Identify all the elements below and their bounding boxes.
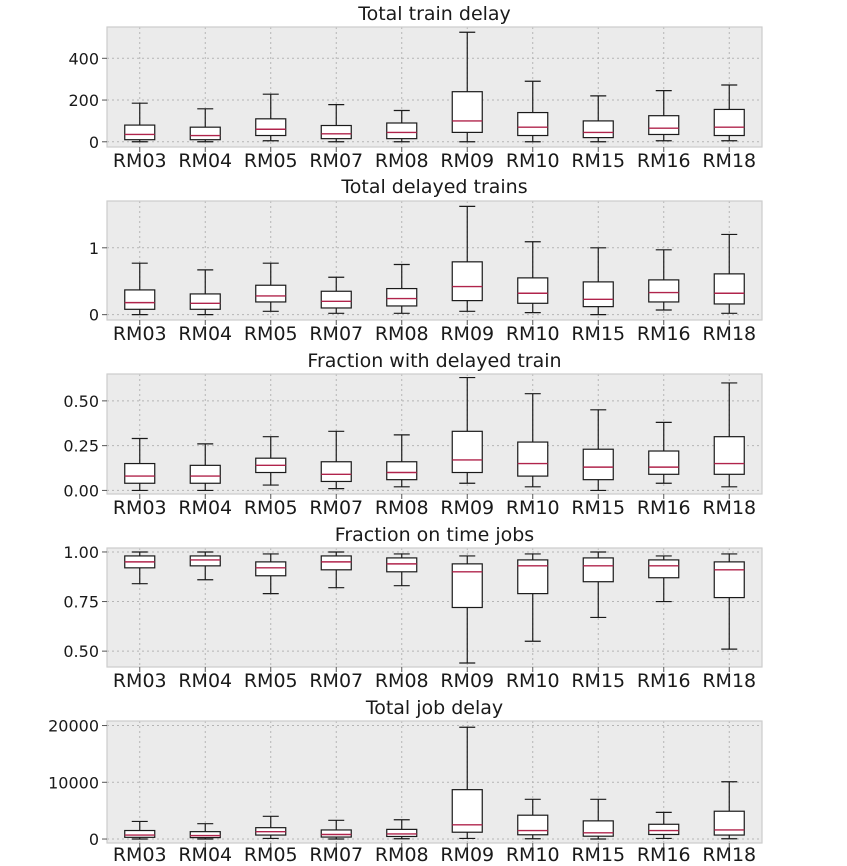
x-tick-label: RM04	[178, 497, 233, 519]
x-tick-label: RM07	[309, 670, 364, 692]
x-tick-label: RM03	[112, 323, 167, 345]
x-tick-label: RM15	[571, 497, 626, 519]
x-tick-label: RM03	[112, 150, 167, 172]
box-iqr	[583, 282, 613, 307]
x-tick-label: RM04	[178, 150, 233, 172]
x-tick-label: RM03	[112, 670, 167, 692]
x-tick-label: RM15	[571, 323, 626, 345]
box-iqr	[190, 465, 220, 483]
box-iqr	[714, 562, 744, 598]
x-tick-label: RM09	[440, 497, 495, 519]
box-iqr	[387, 829, 417, 836]
x-tick-label: RM08	[374, 844, 429, 866]
y-tick-label: 0	[88, 132, 99, 152]
chart-title: Total job delay	[365, 697, 504, 719]
y-tick-label: 0.25	[63, 436, 99, 456]
x-tick-label: RM08	[374, 323, 429, 345]
x-tick-label: RM16	[636, 323, 691, 345]
x-tick-label: RM08	[374, 670, 429, 692]
box-iqr	[452, 262, 482, 301]
box-iqr	[190, 127, 220, 140]
x-tick-label: RM09	[440, 844, 495, 866]
x-tick-label: RM07	[309, 150, 364, 172]
x-tick-label: RM18	[702, 323, 757, 345]
box-iqr	[518, 113, 548, 136]
x-tick-label: RM18	[702, 150, 757, 172]
x-tick-label: RM07	[309, 497, 364, 519]
x-tick-label: RM16	[636, 150, 691, 172]
x-tick-label: RM15	[571, 150, 626, 172]
y-tick-label: 20000	[48, 716, 99, 736]
x-tick-label: RM07	[309, 323, 364, 345]
y-tick-label: 0	[88, 305, 99, 325]
box-iqr	[714, 437, 744, 475]
y-tick-label: 200	[68, 91, 99, 111]
y-tick-label: 10000	[48, 773, 99, 793]
box-iqr	[387, 289, 417, 306]
x-tick-label: RM08	[374, 497, 429, 519]
x-tick-label: RM18	[702, 844, 757, 866]
chart-title: Fraction on time jobs	[334, 524, 535, 546]
x-tick-label: RM08	[374, 150, 429, 172]
box-iqr	[452, 790, 482, 833]
y-tick-label: 0.50	[63, 642, 99, 662]
box-iqr	[125, 464, 155, 484]
chart-panel-1	[68, 3, 762, 172]
x-tick-label: RM09	[440, 323, 495, 345]
chart-title: Total delayed trains	[341, 176, 528, 198]
chart-panel-5	[48, 697, 762, 866]
box-iqr	[256, 562, 286, 576]
x-tick-label: RM03	[112, 497, 167, 519]
box-iqr	[518, 278, 548, 303]
chart-panel-3	[63, 350, 762, 519]
x-tick-label: RM05	[243, 497, 298, 519]
box-iqr	[321, 291, 351, 308]
x-tick-label: RM18	[702, 497, 757, 519]
x-tick-label: RM15	[571, 844, 626, 866]
x-tick-label: RM09	[440, 670, 495, 692]
y-tick-label: 0.75	[63, 592, 99, 612]
x-tick-label: RM16	[636, 670, 691, 692]
box-iqr	[125, 290, 155, 309]
box-iqr	[387, 462, 417, 480]
box-iqr	[583, 821, 613, 836]
box-iqr	[256, 119, 286, 136]
box-iqr	[649, 280, 679, 302]
chart-title: Total train delay	[358, 3, 511, 25]
x-tick-label: RM16	[636, 844, 691, 866]
x-tick-label: RM15	[571, 670, 626, 692]
box-iqr	[321, 126, 351, 139]
x-tick-label: RM10	[505, 844, 560, 866]
x-tick-label: RM18	[702, 670, 757, 692]
x-tick-label: RM10	[505, 323, 560, 345]
y-tick-label: 1.00	[63, 542, 99, 562]
box-iqr	[714, 109, 744, 135]
box-iqr	[649, 116, 679, 135]
box-iqr	[387, 123, 417, 139]
box-iqr	[649, 451, 679, 474]
box-iqr	[125, 125, 155, 140]
chart-panel-4	[63, 524, 762, 692]
box-iqr	[518, 815, 548, 835]
chart-panel-2	[89, 176, 762, 345]
box-iqr	[190, 832, 220, 838]
y-tick-label: 0.50	[63, 391, 99, 411]
box-iqr	[518, 442, 548, 476]
chart-title: Fraction with delayed train	[307, 350, 562, 372]
x-tick-label: RM10	[505, 150, 560, 172]
box-iqr	[452, 431, 482, 472]
x-tick-label: RM09	[440, 150, 495, 172]
x-tick-label: RM04	[178, 670, 233, 692]
box-iqr	[190, 556, 220, 566]
box-iqr	[190, 294, 220, 309]
x-tick-label: RM04	[178, 323, 233, 345]
box-iqr	[649, 824, 679, 834]
box-iqr	[256, 285, 286, 302]
x-tick-label: RM05	[243, 670, 298, 692]
box-iqr	[321, 830, 351, 837]
x-tick-label: RM10	[505, 497, 560, 519]
box-iqr	[452, 92, 482, 133]
x-tick-label: RM16	[636, 497, 691, 519]
box-iqr	[714, 811, 744, 835]
x-tick-label: RM05	[243, 323, 298, 345]
box-iqr	[452, 564, 482, 608]
y-tick-label: 0.00	[63, 481, 99, 501]
y-tick-label: 0	[88, 830, 99, 850]
x-tick-label: RM05	[243, 844, 298, 866]
box-iqr	[583, 121, 613, 138]
box-iqr	[387, 558, 417, 572]
box-iqr	[125, 831, 155, 838]
box-iqr	[583, 558, 613, 582]
box-iqr	[583, 449, 613, 479]
x-tick-label: RM10	[505, 670, 560, 692]
x-tick-label: RM03	[112, 844, 167, 866]
box-iqr	[321, 462, 351, 482]
y-tick-label: 400	[68, 49, 99, 69]
y-tick-label: 1	[88, 238, 99, 258]
x-tick-label: RM05	[243, 150, 298, 172]
x-tick-label: RM07	[309, 844, 364, 866]
box-iqr	[649, 560, 679, 578]
box-iqr	[518, 560, 548, 594]
box-iqr	[321, 556, 351, 570]
box-iqr	[714, 274, 744, 304]
x-tick-label: RM04	[178, 844, 233, 866]
